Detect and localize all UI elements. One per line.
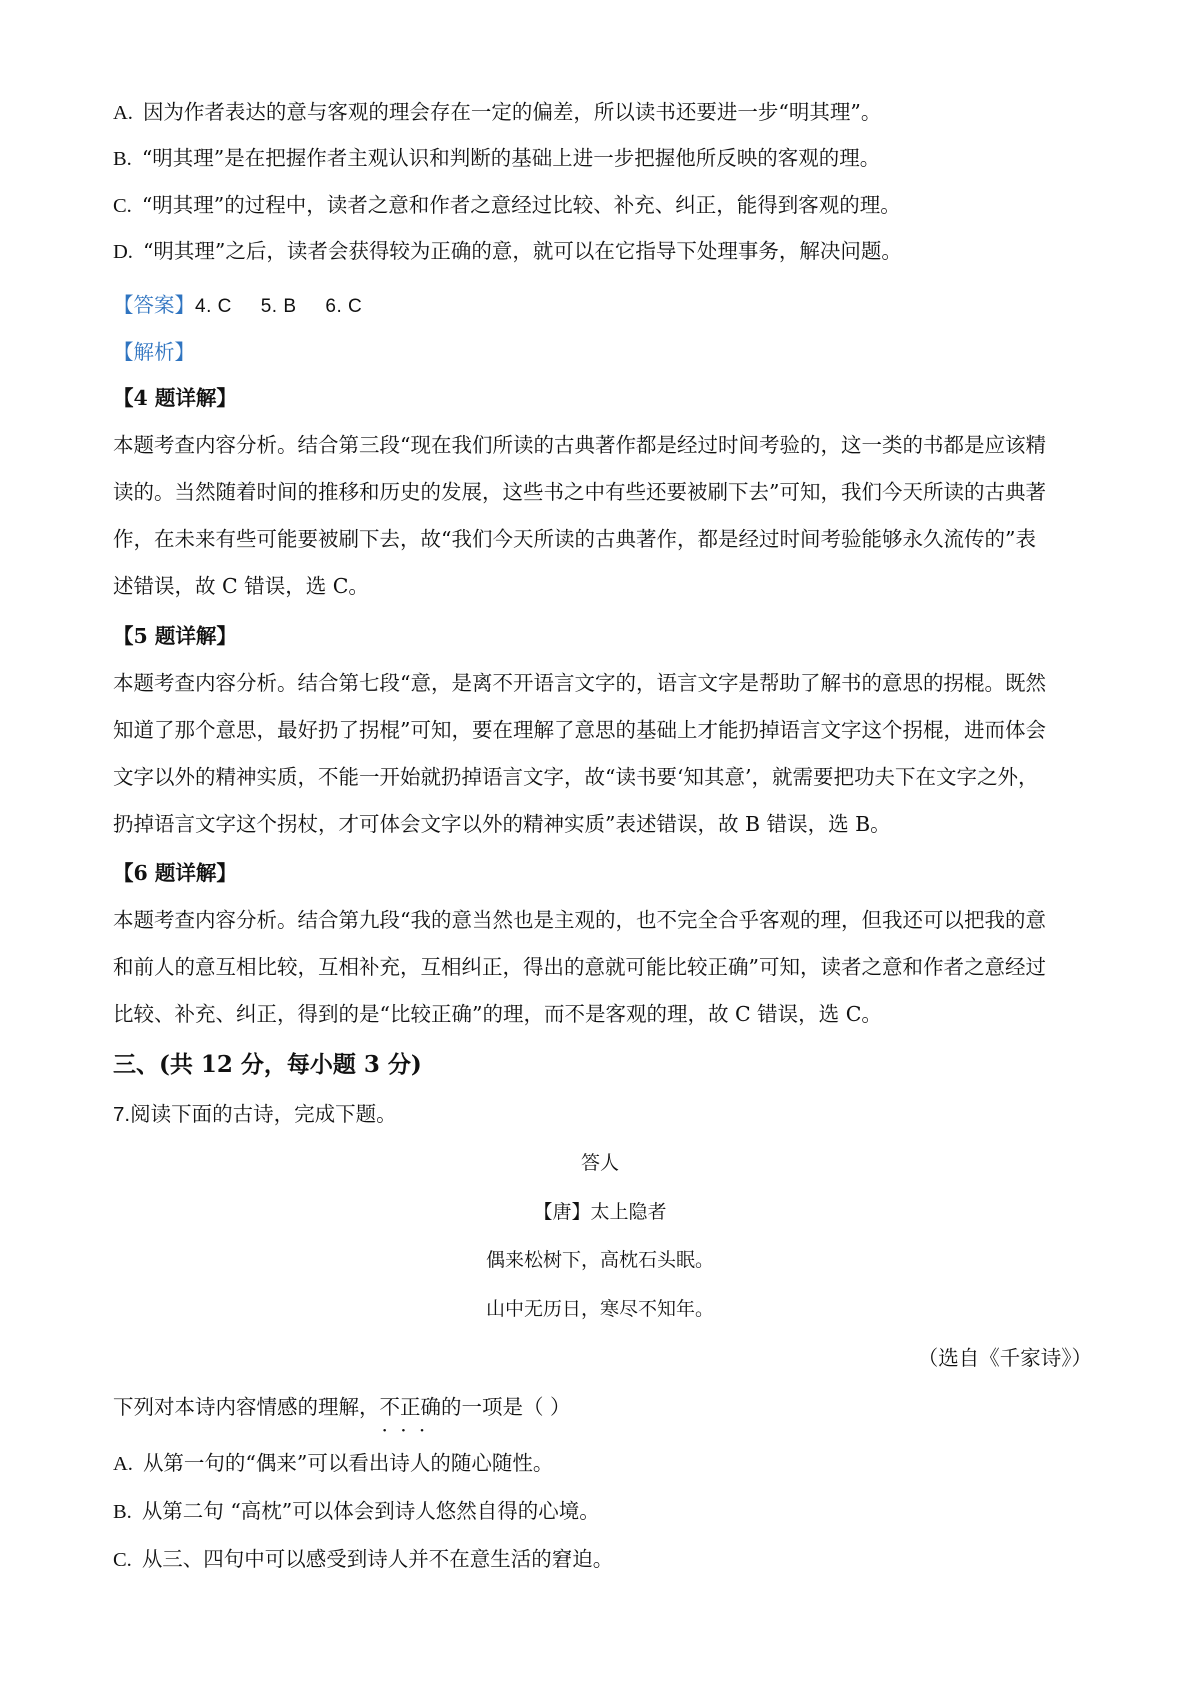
q5-text-line: 文字以外的精神实质，不能一开始就扔掉语言文字，故“读书要‘知其意’，就需要把功夫下在文字之外， [113, 765, 1039, 789]
poem-title: 答人 [580, 1152, 619, 1174]
option-text: 因为作者表达的意与客观的理会存在一定的偏差，所以读书还要进一步“明其理”。 [142, 100, 882, 124]
q6-text-line: 比较、补充、纠正，得到的是“比较正确”的理，而不是客观的理，故 C 错误，选 C。 [113, 1002, 882, 1026]
q4-text-line: 本题考查内容分析。结合第三段“现在我们所读的古典著作都是经过时间考验的，这一类的书都是应该精 [113, 433, 1046, 457]
option-letter: B. [113, 1501, 132, 1523]
q4-text-line: 述错误，故 C 错误，选 C。 [113, 574, 369, 598]
q6-text-line: 本题考查内容分析。结合第九段“我的意当然也是主观的，也不完全合乎客观的理，但我还可以把我的意 [113, 908, 1046, 932]
stem-pre: 下列对本诗内容情感的理解， [113, 1395, 380, 1419]
q7-option-c [113, 1544, 1103, 1575]
q6-text-line: 和前人的意互相比较，互相补充，互相纠正，得出的意就可能比较正确”可知，读者之意和作者之意经过 [113, 955, 1046, 979]
q7-prompt [113, 1099, 1103, 1130]
q4-text-line: 作，在未来有些可能要被刷下去，故“我们今天所读的古典著作，都是经过时间考验能够永久流传的”表 [113, 527, 1036, 551]
q5-text-line: 扔掉语言文字这个拐杖，才可体会文字以外的精神实质”表述错误，故 B 错误，选 B。 [113, 812, 891, 836]
option-text: “明其理”之后，读者会获得较为正确的意，就可以在它指导下处理事务，解决问题。 [142, 239, 902, 263]
poem-source: （选自《千家诗》） [917, 1346, 1092, 1370]
option-letter: C. [113, 1549, 132, 1571]
q4-text-line: 读的。当然随着时间的推移和历史的发展，这些书之中有些还要被刷下去”可知，我们今天所读的古典著 [113, 480, 1046, 504]
section-3-title: 三、(共 12 分，每小题 3 分) [113, 1051, 422, 1078]
q7-number: 7. [113, 1103, 131, 1126]
question-stem [113, 1392, 1103, 1422]
poem-author: 【唐】太上隐者 [533, 1201, 667, 1223]
stem-post: 的一项是（ ） [441, 1395, 571, 1419]
stem-emphasis: 不正确 · · · [380, 1395, 442, 1419]
option-c [113, 190, 1103, 221]
poem-line-1: 偶来松树下，高枕石头眠。 [485, 1249, 714, 1271]
option-text: 从三、四句中可以感受到诗人并不在意生活的窘迫。 [141, 1547, 614, 1571]
analysis-label: 【解析】 [113, 340, 195, 364]
option-text: “明其理”是在把握作者主观认识和判断的基础上进一步把握他所反映的客观的理。 [141, 146, 881, 170]
q7-option-b [113, 1496, 1103, 1527]
option-letter: C. [113, 195, 132, 217]
option-letter: A. [113, 1453, 133, 1475]
answer-values: 4. C 5. B 6. C [195, 296, 363, 317]
answer-line [113, 290, 1103, 322]
option-b [113, 143, 1103, 174]
poem-line-2: 山中无历日，寒尽不知年。 [485, 1298, 714, 1320]
option-text: “明其理”的过程中，读者之意和作者之意经过比较、补充、纠正，能得到客观的理。 [141, 193, 901, 217]
answer-label: 【答案】 [113, 293, 195, 317]
option-letter: A. [113, 102, 133, 124]
option-text: 从第一句的“偶来”可以看出诗人的随心随性。 [142, 1451, 554, 1475]
q5-text-line: 知道了那个意思，最好扔了拐棍”可知，要在理解了意思的基础上才能扔掉语言文字这个拐棍，进而体会 [113, 718, 1046, 742]
option-d [113, 236, 1103, 267]
q7-prompt-text: 阅读下面的古诗，完成下题。 [130, 1102, 397, 1126]
q5-text-line: 本题考查内容分析。结合第七段“意，是离不开语言文字的，语言文字是帮助了解书的意思的拐棍。既然 [113, 671, 1046, 695]
q5-heading: 【5 题详解】 [113, 624, 237, 648]
option-letter: B. [113, 148, 132, 170]
option-text: 从第二句 “高枕”可以体会到诗人悠然自得的心境。 [141, 1499, 600, 1523]
option-a [113, 97, 1103, 128]
q7-option-a [113, 1448, 1103, 1479]
q4-heading: 【4 题详解】 [113, 386, 237, 410]
q6-heading: 【6 题详解】 [113, 861, 237, 885]
option-letter: D. [113, 241, 133, 263]
